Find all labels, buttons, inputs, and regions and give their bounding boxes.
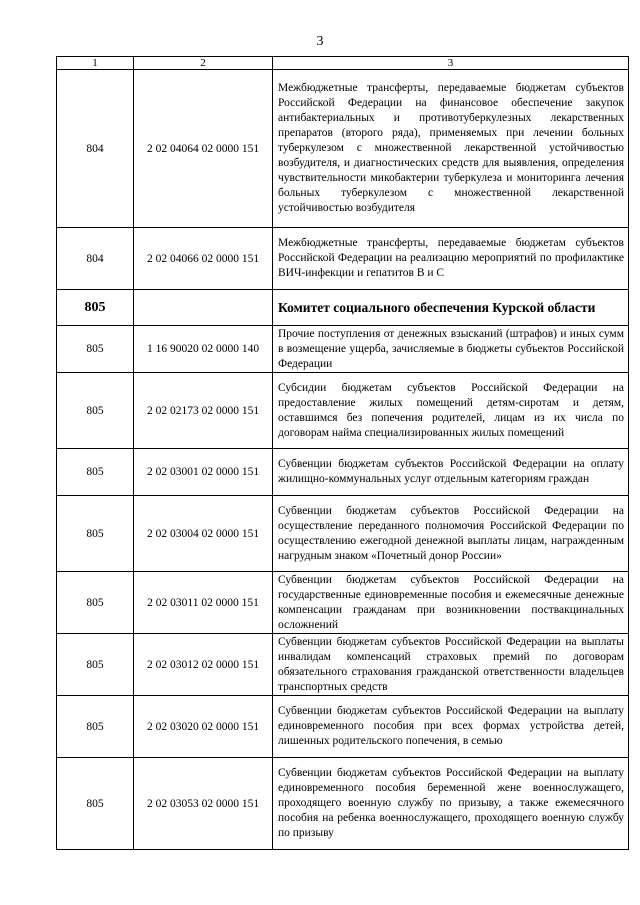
admin-code-cell: 805	[57, 496, 134, 572]
table-row	[57, 326, 629, 373]
description-text: Субвенции бюджетам субъектов Российской Федерации на выплаты инвалидам компенсаций страховых премий по договорам обязательного страхования гражданской ответственности владельцев транспортных средств	[278, 635, 624, 693]
revenue-code-cell: 2 02 02173 02 0000 151	[134, 373, 273, 449]
revenue-code-cell: 2 02 03053 02 0000 151	[134, 758, 273, 850]
revenue-code-cell: 2 02 04064 02 0000 151	[134, 70, 273, 228]
description-text: Субвенции бюджетам субъектов Российской Федерации на осуществление переданного полномочия Российской Федерации по осуществлению ежегодной денежной выплаты лицам, награжденным нагрудным знаком «Почетный донор России»	[278, 504, 624, 562]
column-header-3: 3	[273, 57, 629, 70]
description-text: Субвенции бюджетам субъектов Российской Федерации на выплату единовременного пособия при всех формах устройства детей, лишенных родительского попечения, в семью	[278, 705, 624, 747]
revenue-code-cell: 2 02 03020 02 0000 151	[134, 696, 273, 758]
description-text: Субсидии бюджетам субъектов Российской Федерации на предоставление жилых помещений детям-сиротам и детям, оставшимся без попечения родителей, лицам из их числа по договорам найма специализированных жилых помещений	[278, 381, 624, 439]
table-row	[57, 449, 629, 496]
description-text: Субвенции бюджетам субъектов Российской Федерации на государственные единовременные пособия и ежемесячные денежные компенсации гражданам при возникновении поствакцинальных осложнений	[278, 573, 624, 631]
table-row	[57, 496, 629, 572]
revenue-code-cell: 2 02 03011 02 0000 151	[134, 572, 273, 634]
table-row	[57, 228, 629, 290]
admin-code-cell: 805	[57, 634, 134, 696]
revenue-code-cell: 2 02 03004 02 0000 151	[134, 496, 273, 572]
page-number: 3	[316, 34, 324, 49]
table-row	[57, 634, 629, 696]
description-cell	[273, 634, 629, 696]
description-cell	[273, 290, 629, 326]
admin-code-cell: 804	[57, 70, 134, 228]
description-text: Межбюджетные трансферты, передаваемые бюджетам субъектов Российской Федерации на реализацию мероприятий по профилактике ВИЧ-инфекции и гепатитов В и С	[278, 237, 624, 279]
description-cell	[273, 373, 629, 449]
admin-code-cell: 805	[57, 326, 134, 373]
description-text: Субвенции бюджетам субъектов Российской Федерации на оплату жилищно-коммунальных услуг отдельным категориям граждан	[278, 458, 624, 485]
admin-code-cell: 805	[57, 696, 134, 758]
description-cell	[273, 696, 629, 758]
committee-title: Комитет социального обеспечения Курской области	[278, 300, 596, 315]
description-text: Прочие поступления от денежных взысканий (штрафов) и иных сумм в возмещение ущерба, зачисляемые в бюджеты субъектов Российской Федерации	[278, 327, 624, 370]
description-cell	[273, 496, 629, 572]
description-cell	[273, 228, 629, 290]
revenue-code-cell: 1 16 90020 02 0000 140	[134, 326, 273, 373]
admin-code-cell: 805	[57, 449, 134, 496]
description-text: Субвенции бюджетам субъектов Российской Федерации на выплату единовременного пособия беременной жене военнослужащего, проходящего военную службу по призыву, а также ежемесячного пособия на ребенка военнослужащего, проходящего военную службу по призыву	[278, 767, 624, 839]
column-header-1: 1	[57, 57, 134, 70]
description-cell	[273, 326, 629, 373]
description-cell	[273, 572, 629, 634]
admin-code-cell: 805	[57, 758, 134, 850]
table-header-row	[57, 57, 629, 70]
table-row	[57, 696, 629, 758]
table-row	[57, 572, 629, 634]
description-cell	[273, 449, 629, 496]
admin-code-cell: 805	[57, 290, 134, 326]
admin-code-cell: 804	[57, 228, 134, 290]
revenue-codes-table	[56, 56, 629, 850]
description-cell	[273, 758, 629, 850]
description-text: Межбюджетные трансферты, передаваемые бюджетам субъектов Российской Федерации на финансовое обеспечение закупок антибактериальных и противотуберкулезных лекарственных препаратов (второго ряда), применяемых при лечении больных туберкулезом с множественной лекарственной устойчивостью возбудителя, и диагностических средств для выявления, определения чувствительности микобактерии туберкулеза и мониторинга лечения больных туберкулезом с множественной лекарственной устойчивостью возбудителя	[278, 82, 624, 214]
admin-code-cell: 805	[57, 572, 134, 634]
revenue-code-cell	[134, 290, 273, 326]
table-row	[57, 758, 629, 850]
column-header-2: 2	[134, 57, 273, 70]
table-row	[57, 70, 629, 228]
revenue-code-cell: 2 02 03001 02 0000 151	[134, 449, 273, 496]
description-cell	[273, 70, 629, 228]
committee-row	[57, 290, 629, 326]
table-row	[57, 373, 629, 449]
revenue-code-cell: 2 02 03012 02 0000 151	[134, 634, 273, 696]
admin-code-cell: 805	[57, 373, 134, 449]
revenue-code-cell: 2 02 04066 02 0000 151	[134, 228, 273, 290]
